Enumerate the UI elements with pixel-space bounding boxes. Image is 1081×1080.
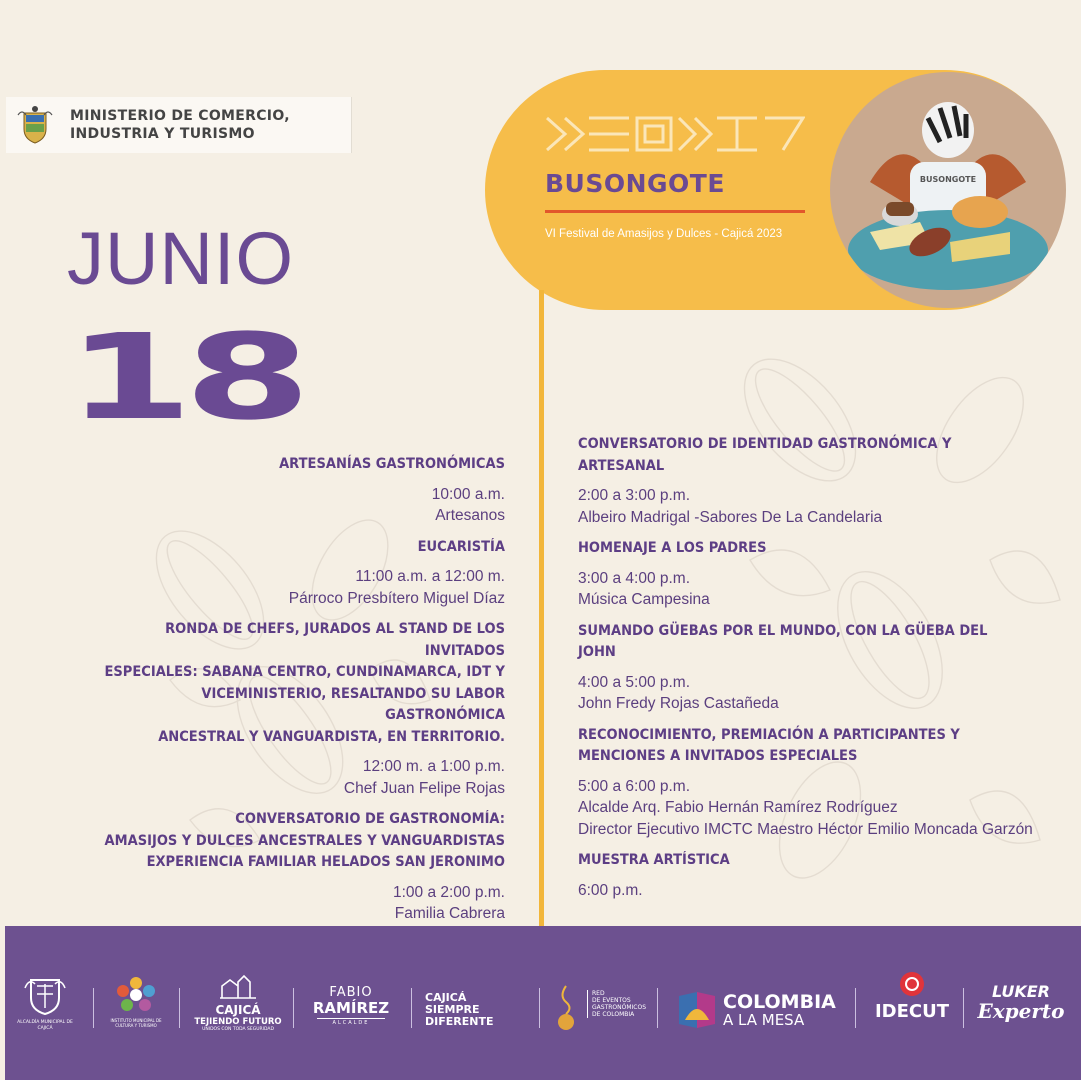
instituto-text: INSTITUTO MUNICIPAL DE CULTURA Y TURISMO [110, 1018, 162, 1028]
footer-separator [539, 988, 540, 1028]
event-time: 11:00 a.m. a 12:00 m. [355, 568, 505, 585]
agenda-event [60, 619, 505, 799]
red-line-4: DE COLOMBIA [592, 1011, 635, 1018]
event-host: Música Campesina [578, 591, 710, 608]
cajica-tejiendo-futuro-logo [193, 974, 283, 1033]
footer-separator [411, 988, 412, 1028]
indigenous-pattern-decoration [545, 112, 805, 156]
instituto-cultura-logo [105, 976, 167, 1028]
event-host: Familia Cabrera [394, 905, 505, 922]
idecut-emblem-icon [897, 970, 927, 998]
event-title: RONDA DE CHEFS, JURADOS AL STAND DE LOS INVITADOS [165, 621, 505, 659]
tejiendo-futuro-text: TEJIENDO FUTURO [194, 1017, 282, 1027]
event-time: 6:00 p.m. [578, 881, 643, 899]
event-title: EUCARISTÍA [417, 538, 505, 555]
event-title: MUESTRA ARTÍSTICA [578, 852, 730, 868]
red-line-2: DE EVENTOS [592, 997, 631, 1004]
red-emblem-icon [553, 984, 579, 1032]
event-title: ARTESANÍAS GASTRONÓMICAS [279, 456, 505, 472]
colombia-mesa-icon [677, 990, 717, 1030]
footer-separator [657, 988, 658, 1028]
day-number: 18 [66, 308, 302, 446]
fabio-ramirez-logo [305, 986, 397, 1027]
footer-separator [855, 988, 856, 1028]
experto-text: Experto [977, 999, 1065, 1023]
cajica-siempre-diferente-logo [425, 992, 529, 1028]
event-title: MENCIONES A INVITADOS ESPECIALES [578, 748, 858, 764]
alcaldia-crest-icon [23, 974, 67, 1016]
event-title: SUMANDO GÜEBAS POR EL MUNDO, CON LA GÜEBA DEL JOHN [578, 622, 988, 660]
event-host: Director Ejecutivo IMCTC Maestro Héctor Emilio Moncada Garzón [578, 820, 1033, 838]
right-agenda-column [578, 434, 1058, 911]
event-time: 4:00 a 5:00 p.m. [578, 673, 691, 691]
apron-text: BUSONGOTE [919, 175, 977, 184]
agenda-event [578, 434, 1058, 528]
cajica-siempre-line-2: SIEMPRE [425, 1003, 480, 1016]
ministry-line-2: INDUSTRIA Y TURISMO [70, 126, 255, 142]
agenda-event [578, 850, 1058, 901]
footer-separator [93, 988, 94, 1028]
event-time: 3:00 a 4:00 p.m. [578, 569, 691, 587]
event-host: John Fredy Rojas Castañeda [578, 695, 779, 712]
luker-experto-logo [971, 984, 1071, 1022]
a-la-mesa-text: A LA MESA [723, 1011, 805, 1029]
agenda-event [60, 537, 505, 610]
cajica-siempre-line-1: CAJICÁ [425, 991, 467, 1004]
unidos-text: UNIDOS CON TODA SEGURIDAD [202, 1027, 274, 1032]
alcalde-text: ALCALDE [317, 1018, 385, 1027]
agenda-event [578, 621, 1058, 715]
timeline-divider [539, 290, 544, 926]
instituto-flower-icon [113, 976, 159, 1014]
agenda-event [60, 809, 505, 925]
event-title: EXPERIENCIA FAMILIAR HELADOS SAN JERONIMO [146, 854, 505, 870]
alcaldia-cajica-logo [15, 974, 75, 1032]
agenda-event [578, 725, 1058, 841]
event-title: ANCESTRAL Y VANGUARDISTA, EN TERRITORIO. [158, 728, 505, 745]
sponsors-footer [5, 926, 1081, 1080]
month-label: JUNIO [67, 217, 294, 300]
event-title: ESPECIALES: SABANA CENTRO, CUNDINAMARCA, IDT Y [104, 664, 505, 680]
event-title: RECONOCIMIENTO, PREMIACIÓN A PARTICIPANTES Y [578, 726, 960, 743]
coat-of-arms-icon [16, 105, 54, 145]
alcaldia-text: ALCALDÍA MUNICIPAL DE CAJICÁ [17, 1020, 73, 1031]
mascot-illustration-icon [830, 72, 1066, 308]
footer-separator [963, 988, 964, 1028]
ramirez-text: RAMÍREZ [312, 999, 390, 1017]
agenda-event [60, 454, 505, 527]
festival-brand: BUSONGOTE [545, 169, 725, 198]
footer-separator [293, 988, 294, 1028]
event-title: CONVERSATORIO DE GASTRONOMÍA: [235, 811, 505, 827]
event-time: 12:00 m. a 1:00 p.m. [362, 758, 505, 775]
event-time: 1:00 a 2:00 p.m. [392, 883, 505, 901]
agenda-event [578, 538, 1058, 611]
fabio-text: FABIO [329, 985, 373, 1000]
festival-tagline: VI Festival de Amasijos y Dulces - Cajicá 2023 [545, 228, 783, 240]
event-host: Albeiro Madrigal -Sabores De La Candelaria [578, 508, 883, 526]
cajica-text: CAJICÁ [215, 1003, 261, 1017]
luker-text: LUKER [992, 982, 1050, 1001]
event-time: 10:00 a.m. [431, 485, 505, 503]
cajica-siempre-line-3: DIFERENTE [425, 1015, 494, 1028]
church-icon [218, 974, 258, 1000]
event-host: Alcalde Arq. Fabio Hernán Ramírez Rodríguez [578, 799, 898, 816]
idecut-logo [867, 970, 957, 1022]
event-title: AMASIJOS Y DULCES ANCESTRALES Y VANGUARDISTAS [104, 832, 505, 849]
colombia-text: COLOMBIA [723, 991, 836, 1013]
idecut-text: IDECUT [874, 1001, 950, 1022]
left-agenda-column [60, 454, 505, 935]
event-title: CONVERSATORIO DE IDENTIDAD GASTRONÓMICA Y ARTESANAL [578, 436, 952, 474]
ministry-badge [6, 97, 352, 153]
event-title: HOMENAJE A LOS PADRES [578, 540, 767, 556]
event-time: 5:00 a 6:00 p.m. [578, 777, 691, 795]
footer-separator [179, 988, 180, 1028]
event-title: VICEMINISTERIO, RESALTANDO SU LABOR GASTRONÓMICA [201, 685, 505, 723]
brand-underline [545, 210, 805, 213]
mascot-food-illustration [830, 72, 1066, 308]
ministry-line-1: MINISTERIO DE COMERCIO, [70, 108, 290, 124]
event-host: Chef Juan Felipe Rojas [343, 779, 505, 797]
ministry-name [70, 107, 290, 143]
red-line-1: RED [592, 990, 605, 997]
red-line-3: GASTRONÓMICOS [592, 1004, 646, 1011]
event-time: 2:00 a 3:00 p.m. [578, 487, 691, 504]
event-host: Párroco Presbítero Miguel Díaz [288, 589, 505, 607]
event-host: Artesanos [435, 507, 505, 524]
